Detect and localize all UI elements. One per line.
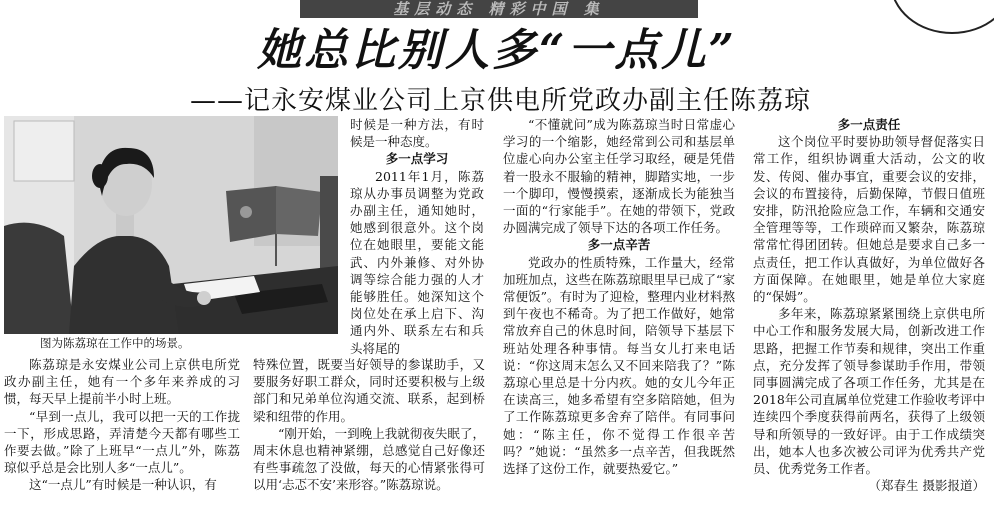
column-1 [4,356,240,494]
paragraph: “不懂就问”成为陈荔琼当时日常虚心学习的一个缩影，她经常到公司和基层单位虚心向办公室主任学习取经，硬是凭借着一股永不服输的精神，脚踏实地，一步一个脚印，慢慢摸索，逐渐成长为能独当一面的“行家能手”。在她的带领下，党政办圆满完成了领导下达的各项工作任务。 [503,117,735,236]
office-scene-image [4,116,338,334]
subheadline: ——记永安煤业公司上京供电所党政办副主任陈荔琼 [190,86,812,116]
paragraph: 这个岗位平时要协助领导督促落实日常工作，组织协调重大活动，公文的收发、传阅、催办事宜，重要会议的安排，会议的布置接待，后勤保障，节假日值班安排，防汛抢险应急工作，车辆和交通安全管理等等，工作琐碎而又繁杂，陈荔琼常常忙得团团转。但她总是要求自己多一点责任，把工作认真做好，为单位做好各方面保障。在她眼里，她是单位大家庭的“保姆”。 [753,134,985,305]
headline: 她总比别人多“一点儿” [257,25,737,76]
section-heading-hardship: 多一点辛苦 [587,237,651,253]
paragraph: “早到一点儿，我可以把一天的工作拢一下，形成思路，弄清楚今天都有哪些工作要去做。”除了上班早“一点儿”外，陈荔琼似乎总是会比别人多“一点儿”。 [4,408,240,476]
section-heading-responsibility: 多一点责任 [837,117,901,132]
column-2-top [350,116,484,357]
section-heading-study: 多一点学习 [385,151,449,167]
paragraph: 这“一点儿”有时候是一种认识，有 [29,477,217,493]
photo-caption: 图为陈荔琼在工作中的场景。 [40,336,190,350]
paragraph: “刚开始，一到晚上我就彻夜失眠了，周末休息也精神紧绷，总感觉自己好像还有些事疏忽了没做，每天的心情紧张得可以用‘忐忑不安’来形容。”陈荔琼说。 [253,425,485,493]
paragraph: 多年来，陈荔琼紧紧围绕上京供电所中心工作和服务发展大局，创新改进工作思路，把握工作节奏和规律，突出工作重点，充分发挥了领导参谋助手作用，带领同事圆满完成了各项工作任务，尤其是在2018年公司直属单位党建工作验收考评中连续四个季度获得前两名，获得了上级领导和所领导的一致好评。由于工作成绩突出，她本人也多次被公司评为优秀共产党员、优秀党务工作者。 [753,306,985,477]
paragraph: 党政办的性质特殊，工作量大，经常加班加点，这些在陈荔琼眼里早已成了“家常便饭”。有时为了迎检，整理内业材料熬到午夜也不稀奇。为了把工作做好，她常常放弃自己的休息时间，陪领导下基层下班站处理各种事情。每当女儿打来电话说：“你这周末怎么又不回来陪我了？”陈荔琼心里总是十分内疚。她的女儿今年正在读高三，她多希望有空多陪陪她，但为了工作陈荔琼更多舍弃了陪伴。有同事问她：“陈主任，你不觉得工作很辛苦吗？”她说：“虽然多一点辛苦，但我既然选择了这份工作，就要热爱它。” [503,254,735,477]
column-3 [503,116,735,477]
column-2 [253,356,485,494]
paragraph: 陈荔琼是永安煤业公司上京供电所党政办副主任，她有一个多年来养成的习惯，每天早上提前半小时上班。 [4,357,240,407]
section-banner: 基层动态 精彩中国 集 [300,0,698,18]
column-4 [753,116,985,494]
paragraph: 特殊位置，既要当好领导的参谋助手，又要服务好职工群众，同时还要积极与上级部门和兄弟单位沟通交流、联系，起到桥梁和纽带的作用。 [253,357,485,424]
article-photo [4,116,338,334]
photo-credit: （郑春生 摄影报道） [868,478,985,494]
paragraph: 2011年1月，陈荔琼从办事员调整为党政办副主任，通知她时，她感到很意外。这个岗位在她眼里，要能文能武、内外兼修、对外协调等综合能力强的人才能够胜任。她深知这个岗位处在承上启下、沟通内外、联系左右和兵头将尾的 [350,168,484,356]
paragraph: 时候是一种方法，有时候是一种态度。 [350,117,484,150]
